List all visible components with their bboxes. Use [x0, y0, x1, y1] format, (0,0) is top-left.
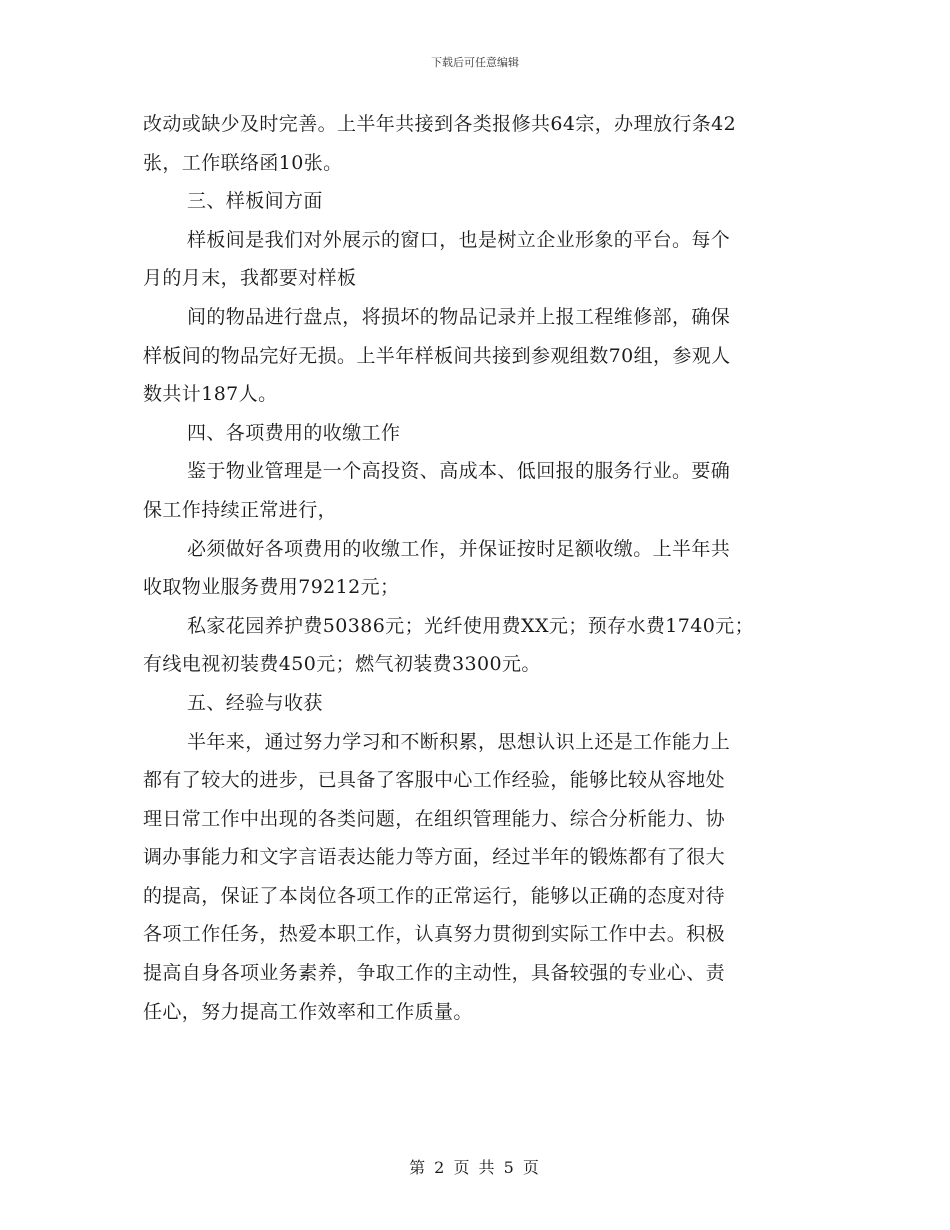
text-line: 半年来，通过努力学习和不断积累，思想认识上还是工作能力上 [187, 730, 731, 753]
text-line: 提高自身各项业务素养，争取工作的主动性，具备较强的专业心、责 [143, 962, 726, 985]
text-line: 私家花园养护费50386元；光纤使用费XX元；预存水费1740元； [187, 614, 755, 637]
text-line: 理日常工作中出现的各类问题，在组织管理能力、综合分析能力、协 [143, 807, 726, 830]
text-line: 样板间的物品完好无损。上半年样板间共接到参观组数70组，参观人 [143, 344, 731, 367]
text-line: 样板间是我们对外展示的窗口，也是树立企业形象的平台。每个 [187, 228, 731, 251]
text-line: 都有了较大的进步，已具备了客服中心工作经验，能够比较从容地处 [143, 769, 726, 792]
text-line: 各项工作任务，热爱本职工作，认真努力贯彻到实际工作中去。积极 [143, 923, 726, 946]
text-line: 改动或缺少及时完善。上半年共接到各类报修共64宗，办理放行条42 [143, 113, 737, 135]
text-line: 三、样板间方面 [187, 190, 323, 213]
text-line: 月的月末，我都要对样板 [143, 267, 357, 290]
text-line: 五、经验与收获 [187, 691, 323, 714]
text-line: 必须做好各项费用的收缴工作，并保证按时足额收缴。上半年共 [187, 537, 731, 560]
page-header: 下载后可任意编辑 [431, 56, 519, 69]
text-line: 数共计187人。 [143, 383, 278, 406]
text-line: 调办事能力和文字言语表达能力等方面，经过半年的锻炼都有了很大 [143, 846, 726, 869]
text-line: 保工作持续正常进行， [143, 498, 338, 521]
document-body [143, 105, 809, 1031]
text-line: 任心，努力提高工作效率和工作质量。 [143, 1000, 473, 1023]
text-line: 张，工作联络函10张。 [143, 151, 343, 174]
text-line: 间的物品进行盘点，将损坏的物品记录并上报工程维修部，确保 [187, 305, 731, 328]
text-line: 有线电视初装费450元；燃气初装费3300元。 [143, 653, 541, 676]
text-line: 的提高，保证了本岗位各项工作的正常运行，能够以正确的态度对待 [143, 884, 726, 907]
page-footer: 第 2 页 共 5 页 [409, 1158, 541, 1177]
text-line: 收取物业服务费用79212元； [143, 576, 400, 599]
text-line: 四、各项费用的收缴工作 [187, 421, 401, 444]
text-line: 鉴于物业管理是一个高投资、高成本、低回报的服务行业。要确 [187, 460, 731, 483]
